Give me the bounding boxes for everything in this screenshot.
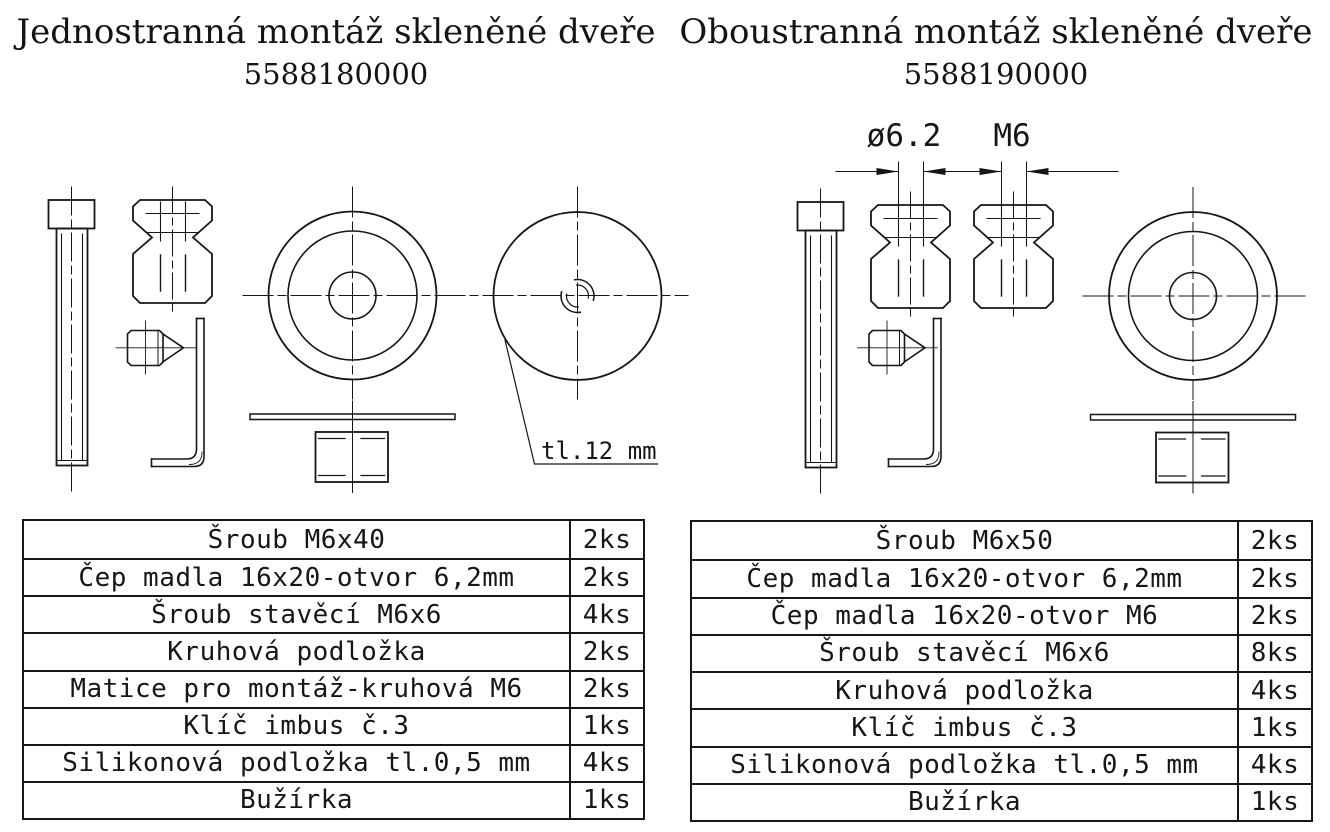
glass-thickness-label: tl.12 mm: [541, 437, 657, 465]
part-name: Bužírka: [692, 783, 1237, 820]
washer-top-view-right: [1109, 188, 1277, 400]
dim-arrow: [980, 168, 1002, 175]
left-part-number: 5588180000: [243, 57, 429, 91]
part-qty: 1ks: [569, 781, 643, 818]
right-part-number: 5588190000: [903, 57, 1089, 91]
part-name: Silikonová podložka tl.0,5 mm: [24, 744, 569, 781]
allen-key-drawing-left: [152, 319, 205, 467]
dim-arrow: [1027, 168, 1049, 175]
part-qty: 1ks: [569, 707, 643, 744]
part-qty: 2ks: [569, 632, 643, 669]
part-qty: 4ks: [569, 744, 643, 781]
part-qty: 1ks: [1237, 708, 1311, 745]
part-name: Čep madla 16x20-otvor 6,2mm: [692, 559, 1237, 596]
screw-drawing-left: [49, 187, 95, 491]
part-name: Klíč imbus č.3: [24, 707, 569, 744]
dimension-annotation: [836, 118, 1118, 206]
set-screw-drawing-right: [858, 321, 938, 374]
right-drawing: [798, 118, 1307, 493]
washer-and-nut-side-view-left: [250, 401, 455, 493]
part-name: Šroub M6x50: [875, 525, 1054, 556]
part-name: Kruhová podložka: [24, 632, 569, 669]
part-name: Šroub M6x40: [207, 524, 386, 555]
washer-top-view-left: [269, 187, 437, 399]
left-kit-title: Jednostranná montáž skleněné dveře: [16, 12, 656, 52]
dim-arrow: [877, 168, 899, 175]
part-qty: 2ks: [1237, 559, 1311, 596]
part-qty: 4ks: [1237, 746, 1311, 783]
part-name: Čep madla 16x20-otvor 6,2mm: [24, 558, 569, 595]
handle-pin-drawing-right-1: [871, 192, 950, 321]
part-name: Šroub stavěcí M6x6: [24, 595, 569, 632]
part-name: Silikonová podložka tl.0,5 mm: [692, 746, 1237, 783]
left-drawing: [49, 187, 689, 493]
handle-pin-drawing-right-2: [974, 192, 1053, 321]
part-qty: 8ks: [1237, 634, 1311, 671]
glass-hole-view-left: [494, 187, 662, 465]
dim-thread-label: M6: [993, 118, 1031, 154]
part-qty: 2ks: [1237, 522, 1311, 559]
screw-drawing-right: [798, 189, 844, 493]
part-qty: 1ks: [1237, 783, 1311, 820]
set-screw-drawing-left: [116, 321, 196, 374]
right-parts-table: [690, 520, 1313, 822]
part-name: Bužírka: [24, 781, 569, 818]
part-qty: 2ks: [1237, 597, 1311, 634]
handle-pin-drawing-left: [133, 187, 212, 316]
part-name: Klíč imbus č.3: [692, 708, 1237, 745]
right-kit-title: Oboustranná montáž skleněné dveře: [679, 12, 1313, 52]
dim-diameter-label: ø6.2: [866, 118, 942, 154]
part-qty: 2ks: [569, 558, 643, 595]
part-name: Čep madla 16x20-otvor M6: [692, 597, 1237, 634]
part-name: Šroub stavěcí M6x6: [692, 634, 1237, 671]
part-qty: 2ks: [569, 670, 643, 707]
left-parts-table: [22, 519, 645, 820]
part-name: Kruhová podložka: [692, 671, 1237, 708]
dim-arrow: [924, 168, 946, 175]
part-qty: 4ks: [569, 595, 643, 632]
part-qty: 2ks: [569, 521, 643, 558]
washer-and-nut-side-view-right: [1091, 402, 1296, 494]
part-name: Matice pro montáž-kruhová M6: [24, 670, 569, 707]
part-qty: 4ks: [1237, 671, 1311, 708]
